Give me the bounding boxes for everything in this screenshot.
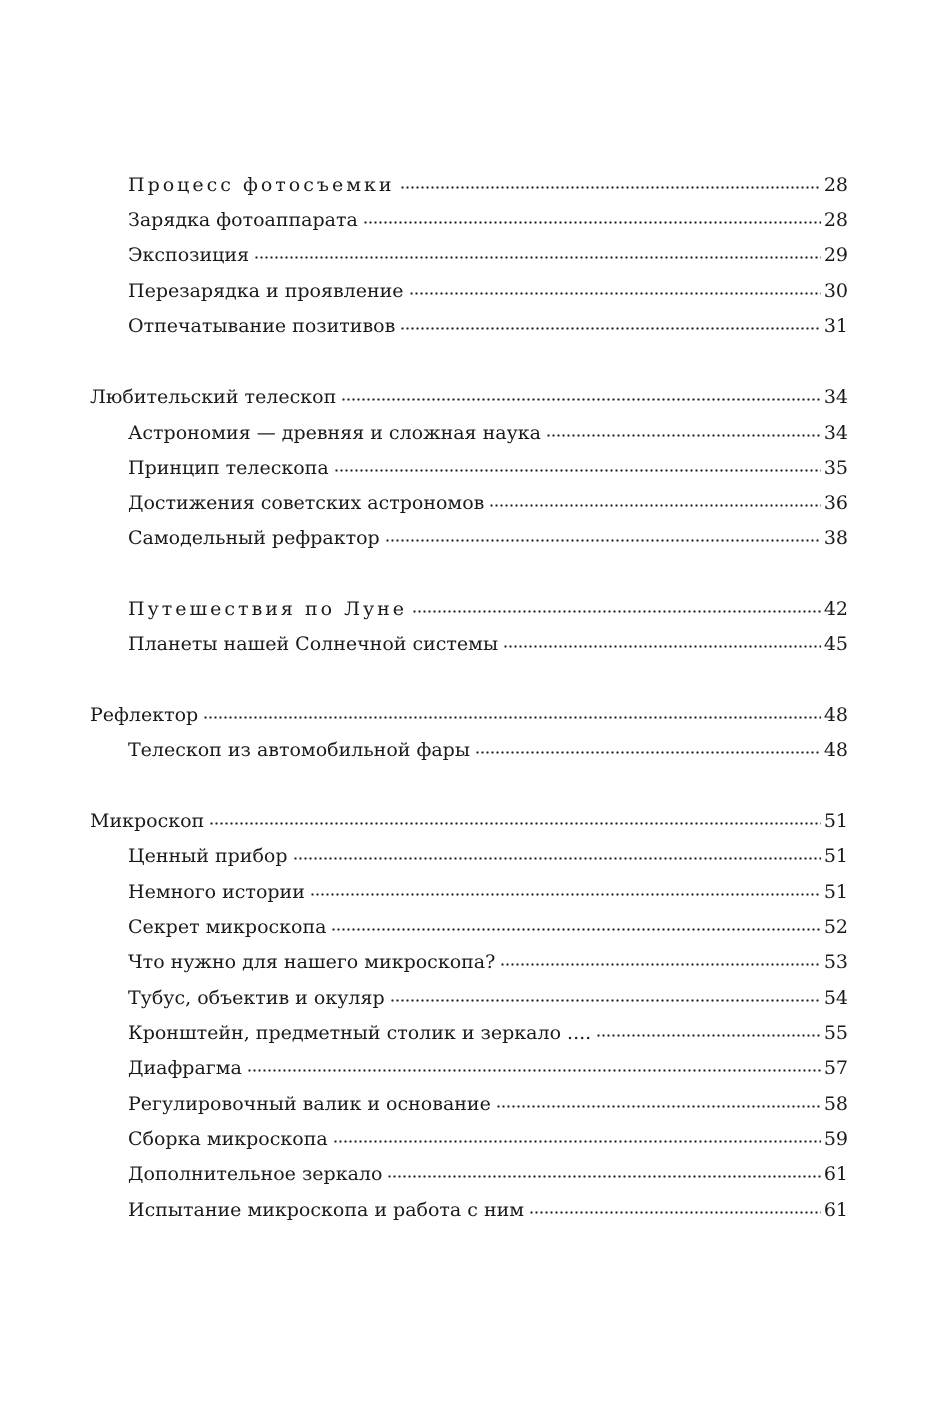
dot-leader: [496, 1104, 821, 1109]
toc-entry-printing-positives[interactable]: [128, 312, 848, 340]
dot-leader: [209, 821, 821, 826]
toc-page-number: 34: [823, 386, 848, 408]
toc-entry-title: Достижения советских астрономов: [128, 492, 485, 514]
toc-entry-bracket-stage-mirror[interactable]: [128, 1019, 848, 1047]
toc-page-number: 28: [823, 209, 848, 231]
dot-leader: [203, 715, 821, 720]
toc-entry-title: Сборка микроскопа: [128, 1128, 328, 1150]
toc-entry-title: Секрет микроскопа: [128, 916, 327, 938]
toc-page-number: 52: [823, 916, 848, 938]
toc-entry-title: Любительский телескоп: [90, 386, 337, 408]
toc-page-number: 51: [823, 845, 848, 867]
toc-page-number: 57: [823, 1057, 848, 1079]
toc-page-number: 51: [823, 881, 848, 903]
dot-leader: [529, 1210, 821, 1215]
toc-entry-title: Экспозиция: [128, 244, 250, 266]
dot-leader: [333, 1139, 821, 1144]
toc-page-number: 48: [823, 739, 848, 761]
toc-chapter-amateur-telescope[interactable]: [90, 383, 848, 411]
toc-page-number: 61: [823, 1199, 848, 1221]
dot-leader: [247, 1068, 821, 1073]
dot-leader: [500, 962, 820, 967]
toc-page-number: 29: [823, 244, 848, 266]
dot-leader: [390, 998, 821, 1003]
dot-leader: [385, 538, 821, 543]
dot-leader: [503, 644, 821, 649]
dot-leader: [341, 397, 821, 402]
toc-entry-headlight-telescope[interactable]: [128, 736, 848, 764]
toc-entry-adjusting-roller-base[interactable]: [128, 1090, 848, 1118]
dot-leader: [363, 220, 821, 225]
toc-entry-title: Отпечатывание позитивов: [128, 315, 396, 337]
toc-entry-title: Принцип телескопа: [128, 457, 329, 479]
toc-entry-reloading-developing[interactable]: [128, 277, 848, 305]
toc-entry-title: Диафрагма: [128, 1057, 242, 1079]
toc-entry-title: Тубус, объектив и окуляр: [128, 987, 385, 1009]
dot-leader: [254, 255, 821, 260]
toc-entry-astronomy[interactable]: [128, 419, 848, 447]
toc-entry-moon-journeys[interactable]: [128, 595, 848, 623]
dot-leader: [412, 609, 821, 614]
toc-page-number: 45: [823, 633, 848, 655]
toc-entry-camera-loading[interactable]: [128, 206, 848, 234]
toc-page-number: 28: [823, 174, 848, 196]
toc-page-number: 48: [823, 704, 848, 726]
toc-entry-homemade-refractor[interactable]: [128, 524, 848, 552]
toc-entry-title: Испытание микроскопа и работа с ним: [128, 1199, 525, 1221]
toc-entry-title: Микроскоп: [90, 810, 205, 832]
toc-entry-title: Процесс фотосъемки: [128, 174, 395, 196]
toc-entry-title: Путешествия по Луне: [128, 598, 408, 620]
toc-entry-solar-system-planets[interactable]: [128, 630, 848, 658]
toc-entry-testing-microscope[interactable]: [128, 1196, 848, 1224]
toc-entry-diaphragm[interactable]: [128, 1054, 848, 1082]
toc-page-number: 34: [823, 422, 848, 444]
toc-page-number: 31: [823, 315, 848, 337]
toc-entry-valuable-device[interactable]: [128, 842, 848, 870]
toc-page-number: 58: [823, 1093, 848, 1115]
toc-page-number: 54: [823, 987, 848, 1009]
toc-page-number: 36: [823, 492, 848, 514]
toc-page-number: 53: [823, 951, 848, 973]
toc-page-number: 38: [823, 527, 848, 549]
toc-entry-title: Перезарядка и проявление: [128, 280, 404, 302]
toc-entry-microscope-secret[interactable]: [128, 913, 848, 941]
toc-page-number: 42: [823, 598, 848, 620]
toc-entry-title: Дополнительное зеркало: [128, 1163, 383, 1185]
dot-leader: [489, 503, 820, 508]
toc-chapter-reflector[interactable]: [90, 701, 848, 729]
dot-leader: [596, 1033, 821, 1038]
dot-leader: [475, 750, 821, 755]
toc-entry-tube-objective-eyepiece[interactable]: [128, 984, 848, 1012]
toc-entry-title: Телескоп из автомобильной фары: [128, 739, 470, 761]
toc-entry-exposure[interactable]: [128, 241, 848, 269]
toc-entry-title: Что нужно для нашего микроскопа?: [128, 951, 496, 973]
toc-entry-title: Астрономия — древняя и сложная наука: [128, 422, 541, 444]
dot-leader: [400, 326, 821, 331]
dot-leader: [409, 291, 821, 296]
toc-entry-process-photo[interactable]: [128, 171, 848, 199]
toc-entry-some-history[interactable]: [128, 878, 848, 906]
toc-entry-title: Зарядка фотоаппарата: [128, 209, 358, 231]
toc-entry-telescope-principle[interactable]: [128, 454, 848, 482]
toc-entry-title: Рефлектор: [90, 704, 199, 726]
toc-entry-title: Самодельный рефрактор: [128, 527, 380, 549]
dot-leader: [387, 1174, 820, 1179]
toc-page-number: 51: [823, 810, 848, 832]
toc-entry-title: Регулировочный валик и основание: [128, 1093, 491, 1115]
dot-leader: [310, 892, 821, 897]
dot-leader: [400, 185, 821, 190]
dot-leader: [334, 468, 821, 473]
toc-entry-what-we-need[interactable]: [128, 948, 848, 976]
toc-entry-title: Немного истории: [128, 881, 305, 903]
dot-leader: [331, 927, 820, 932]
toc-page-number: 55: [823, 1022, 848, 1044]
toc-entry-soviet-astronomers[interactable]: [128, 489, 848, 517]
toc-entry-title: Кронштейн, предметный столик и зеркало ....: [128, 1022, 592, 1044]
toc-page-number: 35: [823, 457, 848, 479]
toc-page-number: 59: [823, 1128, 848, 1150]
toc-entry-title: Ценный прибор: [128, 845, 288, 867]
toc-entry-title: Планеты нашей Солнечной системы: [128, 633, 499, 655]
dot-leader: [293, 856, 821, 861]
toc-entry-microscope-assembly[interactable]: [128, 1125, 848, 1153]
toc-entry-additional-mirror[interactable]: [128, 1160, 848, 1188]
dot-leader: [546, 433, 821, 438]
toc-chapter-microscope[interactable]: [90, 807, 848, 835]
toc-page-number: 30: [823, 280, 848, 302]
toc-page-number: 61: [823, 1163, 848, 1185]
